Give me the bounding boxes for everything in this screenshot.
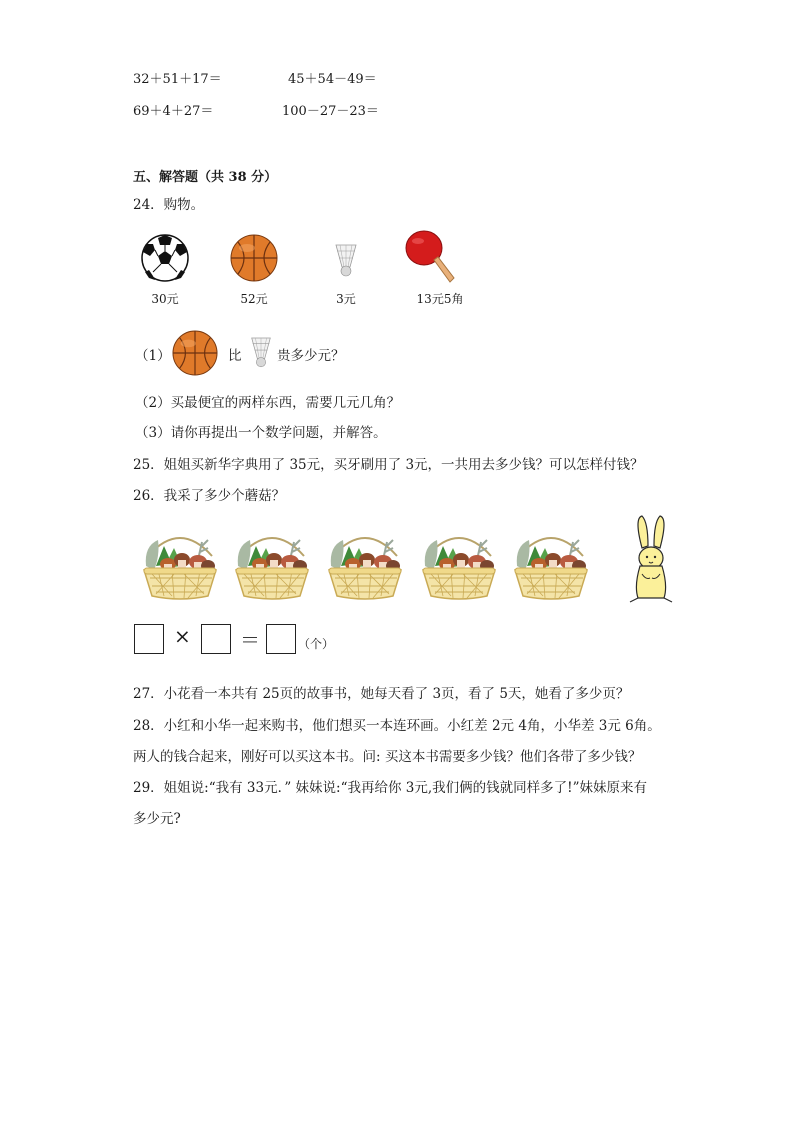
mushroom-basket-icon	[327, 526, 403, 602]
item-price-soccer: 30元	[151, 292, 179, 306]
section-title: 五、解答题（共 38 分）	[133, 170, 278, 185]
times-sign: ×	[174, 624, 191, 648]
q26-title: 26．我采了多少个蘑菇？	[133, 488, 286, 504]
rabbit-icon	[626, 514, 676, 606]
q27-text: 27．小花看一本共有 25页的故事书，她每天看了 3页，看了 5天，她看了多少页？	[133, 686, 630, 702]
calc-row2-left: 69＋4＋27＝	[133, 104, 214, 119]
q29-line2: 多少元?	[133, 811, 181, 827]
unit-label: （个）	[298, 637, 335, 651]
mushroom-basket-icon	[142, 526, 218, 602]
basketball-icon	[230, 234, 278, 282]
q24-sub2: （2）买最便宜的两样东西，需要几元几角？	[135, 395, 401, 411]
q28-line1: 28．小红和小华一起来购书，他们想买一本连环画。小红差 2元 4角，小华差 3元 6角。	[133, 718, 661, 734]
item-price-basketball: 52元	[240, 292, 268, 306]
mushroom-basket-icon	[421, 526, 497, 602]
q28-line2: 两人的钱合起来，刚好可以买这本书。问: 买这本书需要多少钱？他们各带了多少钱？	[133, 749, 642, 765]
mushroom-basket-icon	[234, 526, 310, 602]
answer-box-3[interactable]	[266, 624, 296, 654]
q24-title: 24．购物。	[133, 197, 205, 213]
calc-row1-left: 32＋51＋17＝	[133, 72, 222, 87]
q24-sub1-compare: 比	[228, 348, 242, 364]
q24-sub1-tail: 贵多少元？	[277, 348, 345, 364]
calc-row2-right: 100－27－23＝	[282, 104, 379, 119]
shuttlecock-icon	[332, 242, 360, 276]
q24-sub3: （3）请你再提出一个数学问题，并解答。	[135, 425, 387, 441]
q24-sub1-number: （1）	[135, 348, 171, 364]
basketball-icon	[172, 330, 218, 376]
item-price-shuttlecock: 3元	[336, 292, 356, 306]
calc-row1-right: 45＋54－49＝	[288, 72, 377, 87]
q25-text: 25．姐姐买新华字典用了 35元，买牙刷用了 3元，一共用去多少钱？可以怎样付钱？	[133, 457, 644, 473]
item-price-paddle: 13元5角	[416, 292, 464, 306]
soccer-ball-icon	[141, 234, 189, 282]
mushroom-basket-icon	[513, 526, 589, 602]
q29-line1: 29．姐姐说:“我有 33元．” 妹妹说:“我再给你 3元,我们俩的钱就同样多了!”妹妹原来有	[133, 780, 647, 796]
equals-sign: ＝	[240, 628, 260, 652]
shuttlecock-icon	[248, 334, 274, 368]
answer-box-1[interactable]	[134, 624, 164, 654]
ping-pong-paddle-icon	[404, 228, 456, 286]
answer-box-2[interactable]	[201, 624, 231, 654]
